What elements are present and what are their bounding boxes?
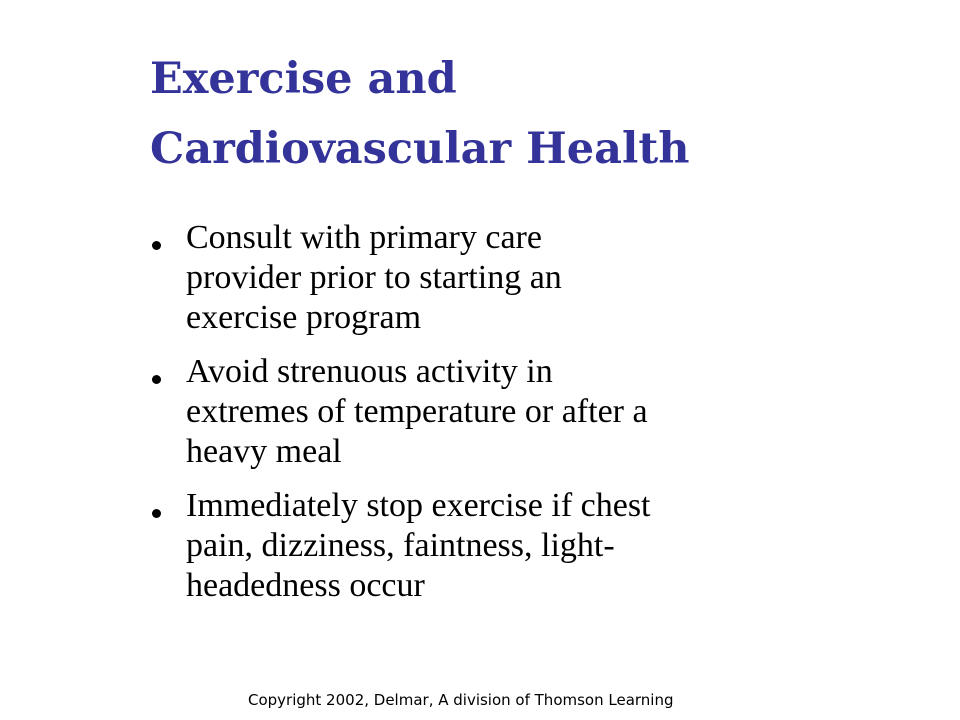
bullet-dot-icon [152,509,161,518]
bullet-list [152,218,852,620]
bullet-line: Consult with primary care [186,219,542,256]
bullet-text [186,352,852,472]
bullet-line: Avoid strenuous activity in [186,353,553,390]
slide-title-line-2: Cardiovascular Health [150,124,690,174]
bullet-line: headedness occur [186,567,425,604]
copyright-footer: Copyright 2002, Delmar, A division of Thomson Learning [248,691,674,709]
bullet-line: exercise program [186,299,422,336]
bullet-line: pain, dizziness, faintness, light- [186,527,615,564]
slide-title-line-1: Exercise and [150,54,457,104]
bullet-text [186,218,852,338]
bullet-item-stop [152,486,852,606]
bullet-line: Immediately stop exercise if chest [186,487,651,524]
slide-title [150,44,910,184]
bullet-item-avoid [152,352,852,472]
bullet-text [186,486,852,606]
bullet-line: provider prior to starting an [186,259,562,296]
bullet-dot-icon [152,241,161,250]
bullet-line: extremes of temperature or after a [186,393,648,430]
bullet-item-consult [152,218,852,338]
bullet-line: heavy meal [186,433,342,470]
bullet-dot-icon [152,375,161,384]
